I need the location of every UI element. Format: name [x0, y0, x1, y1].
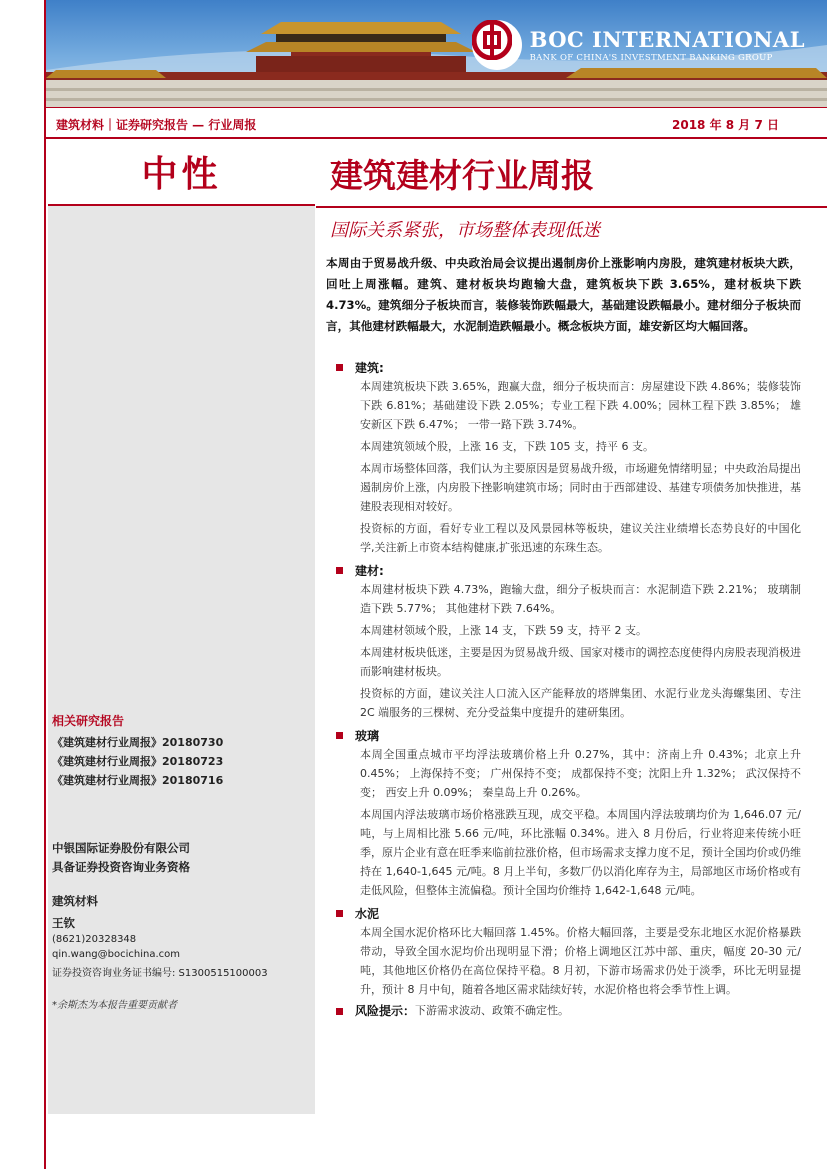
analyst-certificate: 证券投资咨询业务证书编号: S1300515100003 [52, 968, 268, 979]
section-paragraph: 本周建材领域个股，上涨 14 支，下跌 59 支，持平 2 支。 [360, 624, 647, 637]
page-footer-area [48, 1114, 315, 1169]
section-paragraph: 本周全国水泥价格环比大幅回落 1.45%。价格大幅回落，主要是受东北地区水泥价格暴跌带动，导致全国水泥均价出现明显下滑；价格上调地区江苏中部、重庆，幅度 20-30 元/吨，其他地区价格仍在高位保持平稳。8 月初，下游市场需求仍处于淡季，环比无明显提升，预计 8 月中旬，随着各地区需求陆续好转，水泥价格也将会季节性上调。 [360, 926, 801, 996]
square-bullet-icon [336, 567, 343, 574]
section-glass [326, 725, 801, 900]
title-divider [316, 206, 827, 208]
industry-label: 建筑材料 [52, 894, 98, 908]
square-bullet-icon [336, 364, 343, 371]
summary-paragraph: 本周由于贸易战升级、中央政治局会议提出遏制房价上涨影响内房股，建筑建材板块大跌，回吐上周涨幅。建筑、建材板块均跑输大盘，建筑板块下跌 3.65%，建材板块下跌 4.73%。建筑细分子板块而言，装修装饰跌幅最大，基础建设跌幅最小。建材细分子板块而言，其他建材跌幅最大，水泥制造跌幅最小。概念板块方面，雄安新区均大幅回落。 [326, 256, 801, 333]
rating-label: 中性 [141, 153, 222, 195]
section-building-materials [326, 560, 801, 722]
section-heading: 水泥 [355, 906, 380, 921]
section-construction [326, 357, 801, 557]
risk-text: 下游需求波动、政策不确定性。 [415, 1004, 570, 1017]
report-title: 建筑建材行业周报 [330, 156, 594, 195]
section-heading: 建材: [355, 563, 384, 578]
square-bullet-icon [336, 732, 343, 739]
report-subtitle: 国际关系紧张，市场整体表现低迷 [330, 220, 600, 241]
logo-tagline: BANK OF CHINA'S INVESTMENT BANKING GROUP [529, 53, 773, 63]
risk-warning [326, 1002, 801, 1019]
section-heading: 建筑: [355, 360, 384, 375]
section-heading: 玻璃 [355, 728, 380, 743]
analyst-name: 王钦 [52, 916, 75, 930]
section-paragraph: 本周建材板块低迷，主要是因为贸易战升级、国家对楼市的调控态度使得内房股表现消极进而影响建材板块。 [360, 646, 801, 678]
section-paragraph: 本周市场整体回落，我们认为主要原因是贸易战升级，市场避免情绪明显；中央政治局提出遏制房价上涨，内房股下挫影响建筑市场；同时由于西部建设、基建专项债务加快推进，基建股表现相对较好。 [360, 462, 801, 513]
square-bullet-icon [336, 1008, 343, 1015]
report-date: 2018 年 8 月 7 日 [672, 118, 779, 132]
report-category: 建筑材料｜证券研究报告 — 行业周报 [56, 118, 257, 132]
analyst-email[interactable]: qin.wang@bocichina.com [52, 949, 180, 960]
contributor-note: *余斯杰为本报告重要贡献者 [52, 1000, 177, 1011]
boc-logo [472, 20, 805, 70]
left-margin-rule [0, 0, 46, 1169]
related-report-link[interactable]: 《建筑建材行业周报》20180716 [52, 774, 224, 787]
section-paragraph: 本周建筑领域个股，上涨 16 支，下跌 105 支，持平 6 支。 [360, 440, 654, 453]
report-body [326, 357, 801, 1019]
company-name: 中银国际证券股份有限公司 [52, 841, 190, 855]
company-qualification: 具备证券投资咨询业务资格 [52, 860, 190, 874]
section-paragraph: 投资标的方面，建议关注人口流入区产能释放的塔牌集团、水泥行业龙头海螺集团、专注 2C 端服务的三棵树、充分受益集中度提升的建研集团。 [360, 687, 801, 719]
analyst-phone: (8621)20328348 [52, 934, 137, 945]
report-category-bar [46, 107, 827, 139]
section-paragraph: 本周国内浮法玻璃市场价格涨跌互现，成交平稳。本周国内浮法玻璃均价为 1,646.07 元/吨，与上周相比涨 5.66 元/吨，环比涨幅 0.34%。进入 8 月份后，行业将迎来传统小旺季，原片企业有意在旺季来临前拉涨价格，但市场需求支撑力度不足，预计全国均价或仍维持在 1,640-1,645 元/吨。8 月上半旬，多数厂仍以消化库存为主，局部地区市场价格或有走低风险，但整体主流偏稳。预计全国均价维持 1,642-1,648 元/吨。 [360, 808, 801, 897]
section-cement [326, 903, 801, 999]
section-paragraph: 本周建材板块下跌 4.73%，跑输大盘，细分子板块而言：水泥制造下跌 2.21%； 玻璃制造下跌 5.77%； 其他建材下跌 7.64%。 [360, 583, 801, 615]
related-report-link[interactable]: 《建筑建材行业周报》20180723 [52, 755, 224, 768]
section-paragraph: 本周建筑板块下跌 3.65%，跑赢大盘，细分子板块而言：房屋建设下跌 4.86%；装修装饰下跌 6.81%；基础建设下跌 2.05%；专业工程下跌 4.00%；园林工程下跌 3.85%； 雄安新区下跌 6.47%； 一带一路下跌 3.74%。 [360, 380, 801, 431]
section-paragraph: 本周全国重点城市平均浮法玻璃价格上升 0.27%，其中：济南上升 0.43%；北京上升 0.45%； 上海保持不变； 广州保持不变； 成都保持不变；沈阳上升 1.32%； 武汉保持不变； 西安上升 0.09%； 秦皇岛上升 0.26%。 [360, 748, 801, 799]
boc-logo-icon [472, 20, 522, 70]
related-report-link[interactable]: 《建筑建材行业周报》20180730 [52, 736, 224, 749]
header-banner [46, 0, 827, 107]
logo-wordmark: BOC INTERNATIONAL [529, 27, 805, 52]
rating-box [48, 139, 315, 206]
section-paragraph: 投资标的方面，看好专业工程以及风景园林等板块，建议关注业绩增长态势良好的中国化学,关注新上市资本结构健康,扩张迅速的东珠生态。 [360, 522, 801, 554]
square-bullet-icon [336, 910, 343, 917]
related-reports-heading: 相关研究报告 [52, 714, 125, 728]
risk-label: 风险提示： [355, 1004, 416, 1018]
